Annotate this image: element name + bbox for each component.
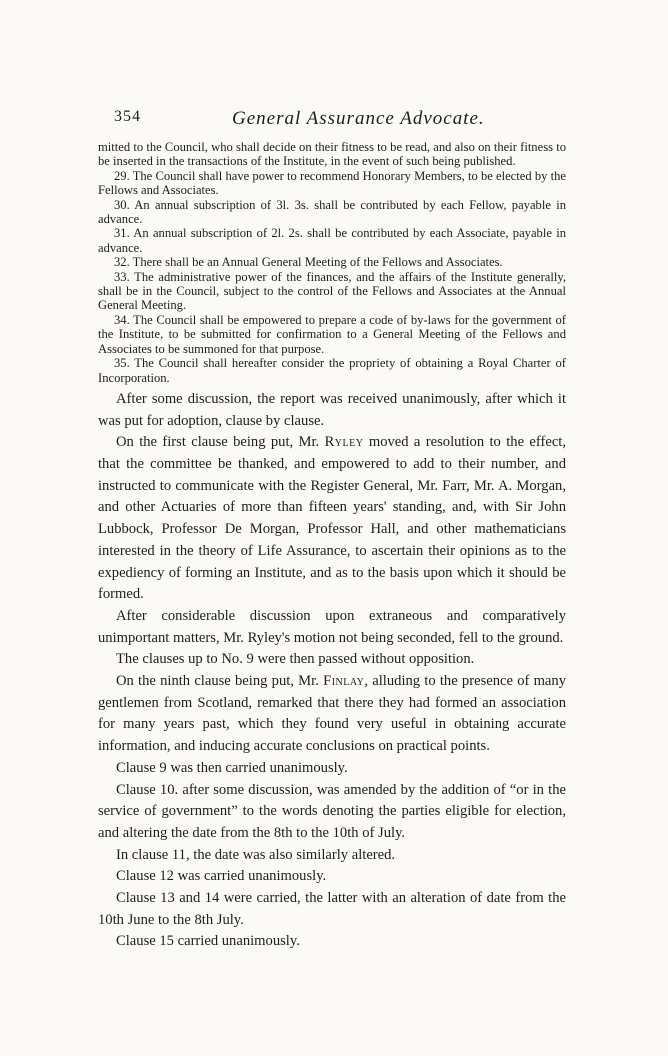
- paragraph-ryley-motion: [98, 432, 566, 606]
- text-run: moved a resolution to the effect, that the committee be thanked, and empowered to add to their number, and instructed to communicate with the Register General, Mr. Farr, Mr. A. Morgan, and other Actuaries of more than fifteen years' standing, and, with Sir John Lubbock, Professor De Morgan, Professor Hall, and other mathematicians interested in the theory of Life Assurance, to ascertain their opinions as to the expediency of forming an Institute, and as to the basis upon which it should be formed.: [98, 434, 566, 603]
- meeting-report: [98, 389, 566, 953]
- text-run: On the first clause being put, Mr.: [116, 434, 325, 451]
- speaker-name: Ryley: [324, 434, 364, 451]
- clause-29: 29. The Council shall have power to recommend Honorary Members, to be elected by the Fellows and Associates.: [98, 168, 566, 198]
- clause-list: [98, 140, 566, 385]
- clause-35: 35. The Council shall hereafter consider the propriety of obtaining a Royal Charter of Incorporation.: [98, 356, 566, 385]
- page-header: [114, 108, 558, 132]
- paragraph-clause-13-14: Clause 13 and 14 were carried, the latter with an alteration of date from the 10th June to the 8th July.: [98, 890, 566, 928]
- page-body: [98, 140, 566, 953]
- paragraph-finlay-remarks: [98, 671, 566, 758]
- paragraph-clauses-passed: The clauses up to No. 9 were then passed without opposition.: [116, 651, 475, 668]
- paragraph-clause-12: Clause 12 was carried unanimously.: [116, 868, 327, 885]
- clause-33: 33. The administrative power of the finances, and the affairs of the Institute generally, shall be in the Council, subject to the control of the Fellows and Associates at the Annual General Meeting.: [98, 269, 566, 313]
- paragraph-clause-10: Clause 10. after some discussion, was amended by the addition of “or in the service of government” to the words denoting the parties eligible for election, and altering the date from the 8th to the 10th of July.: [98, 781, 566, 841]
- paragraph-clause-9: Clause 9 was then carried unanimously.: [116, 759, 348, 776]
- clause-34: 34. The Council shall be empowered to prepare a code of by-laws for the government of the Institute, to be submitted for confirmation to a General Meeting of the Fellows and Associates to be summoned for that purpose.: [98, 312, 566, 356]
- paragraph-clause-15: Clause 15 carried unanimously.: [116, 933, 300, 950]
- clause-31: 31. An annual subscription of 2l. 2s. shall be contributed by each Associate, payable in advance.: [98, 226, 566, 255]
- speaker-name: Finlay: [323, 673, 365, 690]
- paragraph-clause-11: In clause 11, the date was also similarly altered.: [116, 846, 396, 863]
- clause-32: 32. There shall be an Annual General Meeting of the Fellows and Associates.: [114, 255, 503, 270]
- page-number: 354: [114, 108, 141, 125]
- clause-30: 30. An annual subscription of 3l. 3s. shall be contributed by each Fellow, payable in advance.: [98, 197, 566, 227]
- paragraph-report-received: After some discussion, the report was received unanimously, after which it was put for adoption, clause by clause.: [98, 390, 566, 429]
- text-run: , alluding to the presence of many gentlemen from Scotland, remarked that there they had formed an association for many years past, which they found very useful in obtaining accurate information, and inducing accurate conclusions on practical points.: [98, 673, 566, 755]
- running-title: General Assurance Advocate.: [232, 108, 485, 129]
- clause-continuation: mitted to the Council, who shall decide on their fitness to be read, and also on their fitness to be inserted in the transactions of the Institute, in the event of such being published.: [98, 140, 566, 169]
- text-run: On the ninth clause being put, Mr.: [116, 673, 324, 690]
- paragraph-motion-fell: After considerable discussion upon extraneous and comparatively unimportant matters, Mr. Ryley's motion not being seconded, fell to the ground.: [98, 607, 566, 646]
